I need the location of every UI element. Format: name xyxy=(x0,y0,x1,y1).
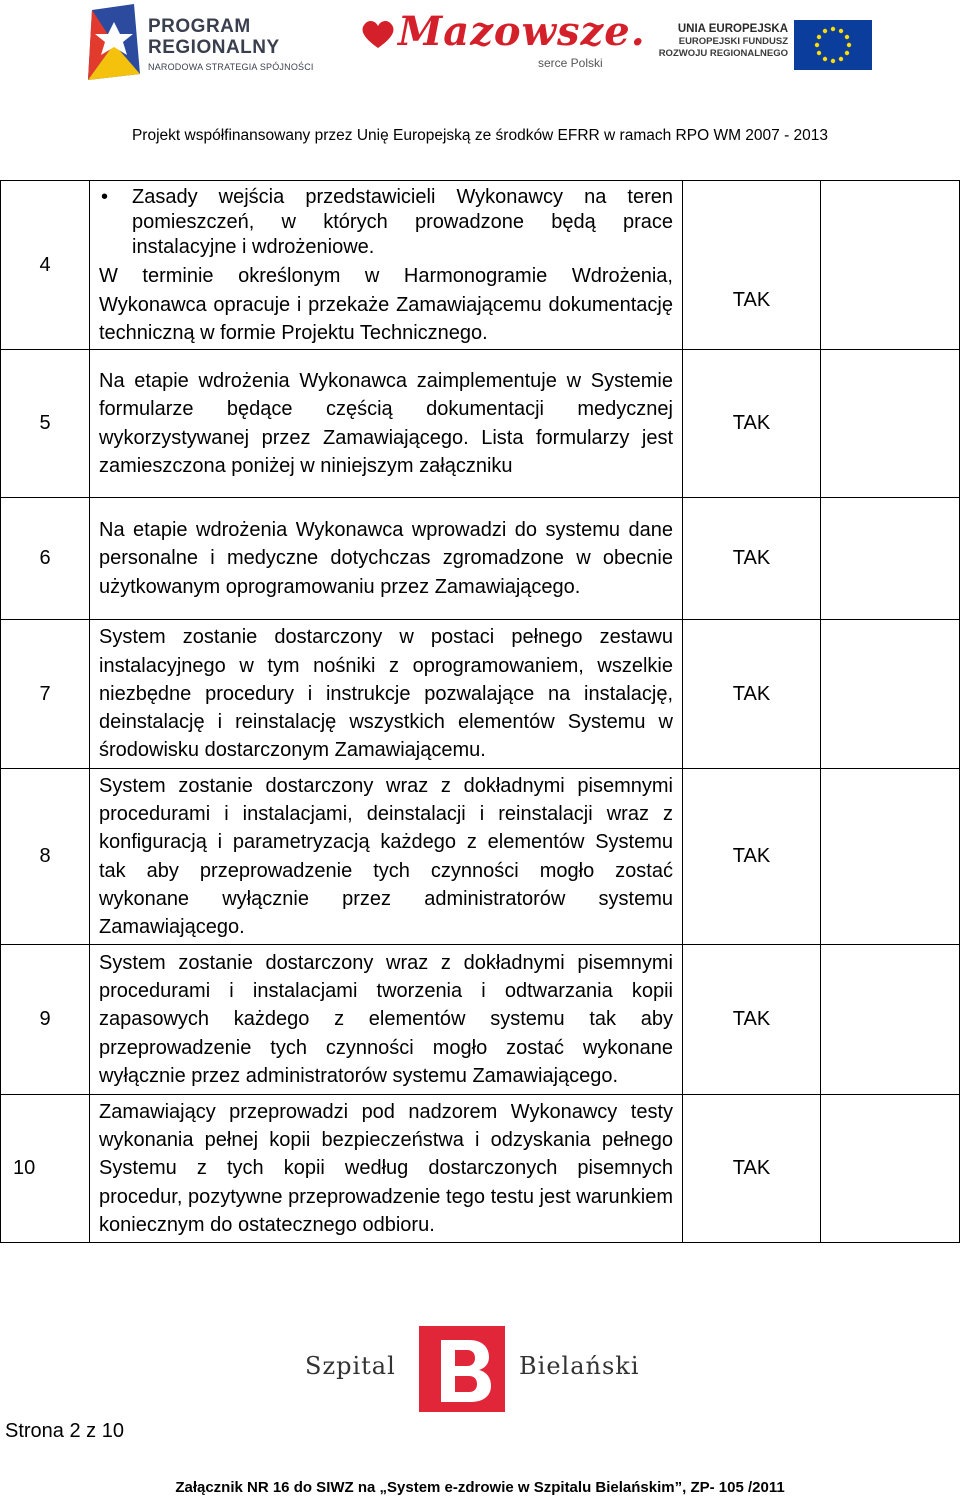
requirement-description xyxy=(90,1095,683,1243)
empty-cell xyxy=(821,1095,960,1243)
empty-cell xyxy=(821,769,960,945)
empty-cell xyxy=(821,181,960,350)
row-number: 9 xyxy=(1,945,90,1095)
table-row xyxy=(1,620,960,769)
empty-cell xyxy=(821,350,960,498)
hospital-name-left: Szpital xyxy=(305,1352,396,1380)
table-row xyxy=(1,1095,960,1243)
program-regionalny-mark xyxy=(84,4,144,80)
requirement-description xyxy=(90,945,683,1095)
answer-cell: TAK xyxy=(683,769,821,945)
heart-icon xyxy=(360,18,396,50)
empty-cell xyxy=(821,620,960,769)
table-row xyxy=(1,769,960,945)
attachment-footer-text: Załącznik NR 16 do SIWZ na „System e-zdrowie w Szpitalu Bielańskim”, ZP- 105 /2011 xyxy=(175,1479,785,1496)
requirement-text: System zostanie dostarczony w postaci pełnego zestawu instalacyjnego w tym nośniki z oprogramowaniem, wszelkie niezbędne procedury i instrukcje pozwalające na instalację, deinstalację i reinstalację wszystkich elementów Systemu w środowisku dostarczonym Zamawiającemu. xyxy=(99,626,673,762)
answer-cell: TAK xyxy=(683,498,821,620)
attachment-footer xyxy=(0,1479,960,1496)
eu-logo-line2: EUROPEJSKI FUNDUSZ xyxy=(678,36,788,47)
requirement-description xyxy=(90,769,683,945)
answer-cell: TAK xyxy=(683,945,821,1095)
project-cofinancing-line: Projekt współfinansowany przez Unię Europejską ze środków EFRR w ramach RPO WM 2007 - 2013 xyxy=(131,127,829,144)
eu-flag-icon xyxy=(794,20,872,70)
row-number: 10 xyxy=(1,1095,90,1243)
table-row xyxy=(1,945,960,1095)
bullet-text: Zasady wejścia przedstawicieli Wykonawcy na teren pomieszczeń, w których prowadzone będą prace instalacyjne i wdrożeniowe. xyxy=(132,186,673,258)
program-logo-line3: NARODOWA STRATEGIA SPÓJNOŚCI xyxy=(148,62,314,72)
requirement-description xyxy=(90,620,683,769)
requirement-text: Zamawiający przeprowadzi pod nadzorem Wykonawcy testy wykonania pełnej kopii bezpieczeństwa i odzyskania pełnego Systemu z tych kopii według dostarczonych pisemnych procedur, pozytywne przeprowadzenie tego testu jest warunkiem koniecznym do ostatecznego odbioru. xyxy=(99,1100,673,1236)
answer-cell: TAK xyxy=(683,620,821,769)
requirement-text: System zostanie dostarczony wraz z dokładnymi pisemnymi procedurami i instalacjami tworzenia i odtwarzania kopii zapasowych każdego z elementów systemu tak aby przeprowadzenie tych czynności mogło zostać wykonane wyłącznie przez administratorów systemu Zamawiającego. xyxy=(99,951,673,1087)
eu-logo-line3: ROZWOJU REGIONALNEGO xyxy=(658,48,788,59)
answer-cell: TAK xyxy=(683,1095,821,1243)
program-logo-line1: PROGRAM xyxy=(148,16,251,37)
mazowsze-name: Mazowsze. xyxy=(398,8,646,55)
table-row xyxy=(1,350,960,498)
answer-cell: TAK xyxy=(683,350,821,498)
szpital-bielanski-logo xyxy=(305,1322,665,1414)
page-number: Strona 2 z 10 xyxy=(5,1420,124,1442)
requirement-text: System zostanie dostarczony wraz z dokładnymi pisemnymi procedurami i instalacjami, deinstalacji i reinstalacji wraz z konfiguracją i parametryzacją każdego z elementów Systemu tak aby przeprowadzenie tych czynności mogło zostać wykonane wyłącznie przez administratorów systemu Zamawiającego. xyxy=(99,774,673,939)
program-logo-line2: REGIONALNY xyxy=(148,37,280,58)
mazowsze-logo xyxy=(360,8,646,70)
header-logos xyxy=(0,0,960,90)
requirement-description xyxy=(90,350,683,498)
row-number: 7 xyxy=(1,620,90,769)
requirement-text: Na etapie wdrożenia Wykonawca zaimplementuje w Systemie formularze będące częścią dokumentacji medycznej wykorzystywanej przez Zamawiającego. Lista formularzy jest zamieszczona poniżej w niniejszym załączniku xyxy=(99,369,673,477)
requirement-text: W terminie określonym w Harmonogramie Wdrożenia, Wykonawca opracuje i przekaże Zamawiającemu dokumentację techniczną w formie Projektu Technicznego. xyxy=(99,265,673,344)
bullet-icon: • xyxy=(101,186,109,208)
requirements-table xyxy=(0,180,960,1243)
table-row xyxy=(1,181,960,350)
requirement-description xyxy=(90,181,683,350)
empty-cell xyxy=(821,498,960,620)
eu-logo-line1: UNIA EUROPEJSKA xyxy=(677,23,788,35)
table-row xyxy=(1,498,960,620)
empty-cell xyxy=(821,945,960,1095)
hospital-name-right: Bielański xyxy=(519,1352,640,1380)
row-number: 8 xyxy=(1,769,90,945)
row-number: 6 xyxy=(1,498,90,620)
requirement-description xyxy=(90,498,683,620)
row-number: 4 xyxy=(1,181,90,350)
answer-cell: TAK xyxy=(683,181,821,350)
requirement-text: Na etapie wdrożenia Wykonawca wprowadzi do systemu dane personalne i medyczne dotychczas zgromadzone w obecnie użytkowanym oprogramowaniu przez Zamawiającego. xyxy=(99,519,673,598)
bullet-item xyxy=(99,181,673,260)
mazowsze-sub: serce Polski xyxy=(538,56,603,70)
row-number: 5 xyxy=(1,350,90,498)
hospital-b-icon xyxy=(419,1326,505,1412)
